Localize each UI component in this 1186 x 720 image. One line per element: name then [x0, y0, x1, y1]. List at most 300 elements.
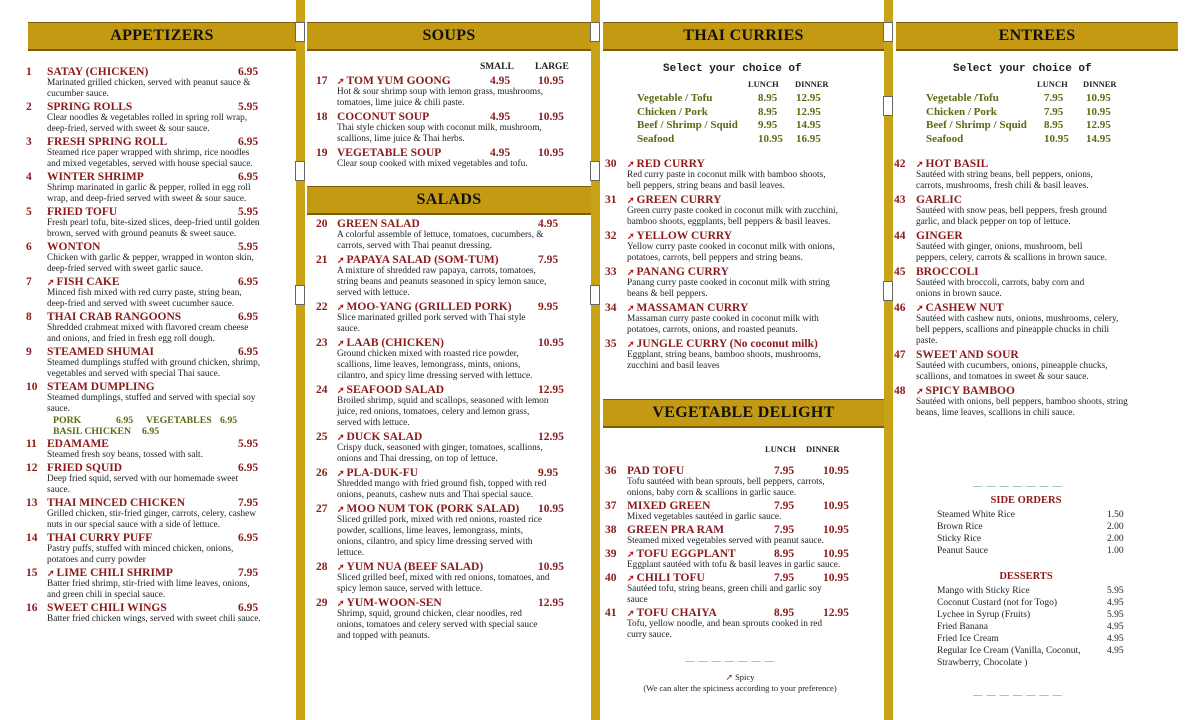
- item-price: 2.00: [1107, 522, 1124, 532]
- header-entrees: ENTREES: [896, 22, 1178, 51]
- fold-tick: [883, 96, 893, 116]
- item-price: 6.95: [238, 66, 259, 78]
- item-name-wrap: [47, 532, 152, 544]
- price-row: [937, 509, 1137, 521]
- item-name: Steamed White Rice: [937, 510, 1015, 520]
- item-description: [316, 313, 582, 335]
- item-header: [605, 607, 875, 619]
- description-line: Broiled shrimp, squid and scallops, seasoned with lemon: [337, 396, 549, 406]
- item-name: Fried Banana: [937, 622, 988, 632]
- item-number: 33: [605, 266, 617, 278]
- chili-icon: ➚: [627, 267, 635, 277]
- item-name-wrap: [337, 147, 441, 159]
- description-line: deep-fried and served with sweet cucumber sauce.: [47, 299, 235, 309]
- item-description: [605, 170, 875, 192]
- item-name: YUM NUA (BEEF SALAD): [346, 561, 484, 573]
- description-line: potatoes and curry powder: [47, 555, 146, 565]
- item-name-wrap: [627, 302, 748, 314]
- description-line: juice, red onions, tomatoes, celery and lemon grass,: [337, 407, 530, 417]
- dinner-price: 12.95: [1086, 119, 1111, 131]
- item-header: [316, 561, 582, 573]
- curries-dinner-label: DINNER: [795, 79, 829, 89]
- menu-item: [894, 349, 1168, 383]
- item-name-wrap: [627, 465, 684, 477]
- menu-item: [316, 111, 578, 145]
- desserts-title: DESSERTS: [999, 571, 1053, 582]
- description-line: string beans and peanuts seasoned in spicy lemon sauce,: [337, 277, 547, 287]
- description-line: bell peppers, string beans and basil leaves.: [627, 181, 786, 191]
- item-header: [894, 230, 1168, 242]
- item-name: MOO-YANG (GRILLED PORK): [346, 301, 512, 313]
- item-number: 37: [605, 500, 617, 512]
- chili-icon: ➚: [337, 432, 345, 442]
- description-line: Steamed mixed vegetables served with peanut sauce.: [627, 536, 824, 546]
- item-price: 12.95: [538, 431, 564, 443]
- lunch-price: 7.95: [1044, 92, 1064, 104]
- description-line: Panang curry paste cooked in coconut milk with string: [627, 278, 830, 288]
- description-line: Steamed dumplings, stuffed and served with special soy: [47, 393, 256, 403]
- item-description: [316, 609, 582, 642]
- menu-item: [26, 276, 282, 310]
- description-line: wrap, and deep-fried served with sweet & sour sauce.: [47, 194, 247, 204]
- menu-item: [26, 462, 282, 496]
- chili-icon: ➚: [725, 672, 734, 682]
- description-line: served with lettuce.: [337, 418, 410, 428]
- menu-item: [26, 171, 282, 205]
- chili-icon: ➚: [337, 76, 345, 86]
- item-name-wrap: [627, 158, 705, 170]
- menu-item: [26, 241, 282, 275]
- item-name-wrap: [337, 467, 418, 479]
- item-header: [316, 301, 582, 313]
- item-number: 44: [894, 230, 906, 242]
- item-name-wrap: [916, 230, 963, 242]
- item-number: 42: [894, 158, 906, 170]
- description-line: vegetables and served with special Thai sauce.: [47, 369, 221, 379]
- item-number: 47: [894, 349, 906, 361]
- item-name-wrap: [627, 230, 732, 242]
- description-line: onions, cilantro, and spicy lime dressing served with: [337, 537, 533, 547]
- item-name-wrap: [47, 462, 122, 474]
- chili-icon: ➚: [916, 159, 924, 169]
- description-line: Sautéed with snow peas, bell peppers, fresh ground: [916, 206, 1107, 216]
- description-line: Ground chicken mixed with roasted rice powder,: [337, 349, 519, 359]
- header-soups: SOUPS: [307, 22, 591, 51]
- item-price: 5.95: [238, 438, 259, 450]
- divider: — — — — — — —: [973, 690, 1063, 700]
- dinner-price: 10.95: [823, 548, 849, 560]
- item-header: [26, 206, 282, 218]
- item-number: 22: [316, 301, 328, 313]
- item-header: [26, 346, 282, 358]
- description-line: onions and Thai dressing, on top of lettuce.: [337, 454, 498, 464]
- fold-tick: [590, 285, 600, 305]
- item-price: 6.95: [238, 171, 259, 183]
- item-name: WONTON: [47, 241, 101, 253]
- menu-item: [894, 158, 1168, 192]
- description-line: Shrimp marinated in garlic & pepper, rolled in egg roll: [47, 183, 251, 193]
- item-description: [26, 288, 282, 310]
- chili-icon: ➚: [627, 573, 635, 583]
- item-name: CASHEW NUT: [925, 302, 1004, 314]
- menu-item: [316, 147, 578, 170]
- menu-item: [26, 101, 282, 135]
- basil-chicken-label: BASIL CHICKEN: [53, 426, 132, 437]
- price-row: [937, 521, 1137, 533]
- item-price: 1.50: [1107, 510, 1124, 520]
- item-description: [894, 242, 1168, 264]
- description-line: Red curry paste in coconut milk with bamboo shoots,: [627, 170, 826, 180]
- lunch-price: 7.95: [774, 465, 795, 477]
- item-description: [894, 278, 1168, 300]
- item-name-wrap: [916, 349, 1019, 361]
- description-line: Pastry puffs, stuffed with minced chicken, onions,: [47, 544, 234, 554]
- description-line: sauce.: [47, 485, 70, 495]
- item-name: EDAMAME: [47, 438, 109, 450]
- description-line: Minced fish mixed with red curry paste, string bean,: [47, 288, 242, 298]
- curries-select-label: Select your choice of: [663, 63, 802, 75]
- description-line: brown, served with ground peanuts & sweet sauce.: [47, 229, 237, 239]
- menu-item: [605, 465, 875, 499]
- menu-item: [316, 75, 578, 109]
- item-name: SATAY (CHICKEN): [47, 66, 149, 78]
- item-name: THAI CRAB RANGOONS: [47, 311, 182, 323]
- description-line: scallions, lime juice & Thai herbs.: [337, 134, 465, 144]
- large-price: 10.95: [538, 75, 564, 87]
- description-line: Deep fried squid, served with our homemade sweet: [47, 474, 239, 484]
- item-name: VEGETABLE SOUP: [337, 147, 442, 159]
- menu-item: [26, 311, 282, 345]
- item-header: [316, 111, 578, 123]
- spicy-note: (We can alter the spiciness according to your preference): [643, 683, 837, 693]
- item-description: [26, 544, 282, 566]
- menu-item: [26, 381, 282, 437]
- item-price: 4.95: [538, 218, 559, 230]
- item-name-wrap: [337, 75, 451, 87]
- item-number: 29: [316, 597, 328, 609]
- description-line: beans, lime leaves, scallions in chili sauce.: [916, 408, 1075, 418]
- item-name-wrap: [627, 607, 717, 619]
- chili-icon: ➚: [337, 385, 345, 395]
- item-price: 7.95: [238, 567, 259, 579]
- menu-item: [894, 194, 1168, 228]
- description-line: scallions, lime leaves, lemongrass, mints, onions,: [337, 360, 521, 370]
- lunch-price: 8.95: [1044, 119, 1064, 131]
- item-price: 10.95: [538, 337, 564, 349]
- fold-tick: [295, 22, 305, 42]
- item-description: [894, 361, 1168, 383]
- item-name: WINTER SHRIMP: [47, 171, 144, 183]
- item-header: [316, 218, 582, 230]
- item-name-wrap: [916, 158, 988, 170]
- menu-item: [26, 438, 282, 461]
- lunch-price: 7.95: [774, 524, 795, 536]
- item-price: 9.95: [538, 301, 559, 313]
- choice-name: Beef / Shrimp / Squid: [926, 119, 1027, 131]
- choice-name: Seafood: [926, 132, 964, 145]
- item-name: CHILI TOFU: [636, 572, 705, 584]
- description-line: sauce.: [47, 404, 70, 414]
- lunch-price: 7.95: [1044, 105, 1064, 118]
- description-line: potatoes, carrots, bell peppers and string beans.: [627, 253, 803, 263]
- item-price: 7.95: [238, 497, 259, 509]
- item-number: 39: [605, 548, 617, 560]
- item-name: PLA-DUK-FU: [346, 467, 419, 479]
- description-line: Sautéed with string beans, bell peppers, onions,: [916, 170, 1093, 180]
- description-line: lettuce.: [337, 548, 365, 558]
- item-description: [26, 474, 282, 496]
- item-name: GREEN PRA RAM: [627, 524, 725, 536]
- item-name: SWEET CHILI WINGS: [47, 602, 167, 614]
- menu-item: [316, 431, 582, 465]
- item-name: TOM YUM GOONG: [346, 75, 451, 87]
- price-row: [937, 645, 1137, 657]
- divider: — — — — — — —: [685, 656, 775, 666]
- item-number: 38: [605, 524, 617, 536]
- menu-item: [26, 532, 282, 566]
- item-price: 6.95: [238, 532, 259, 544]
- dinner-price: 14.95: [796, 119, 821, 131]
- item-number: 12: [26, 462, 38, 474]
- item-header: [605, 230, 875, 242]
- description-line: Green curry paste cooked in coconut milk with zucchini,: [627, 206, 838, 216]
- description-line: Sliced grilled pork, mixed with red onions, roasted rice: [337, 515, 542, 525]
- side-orders-title: SIDE ORDERS: [990, 495, 1062, 506]
- chili-icon: ➚: [627, 549, 635, 559]
- item-name: SWEET AND SOUR: [916, 349, 1019, 361]
- dumpling-options: [26, 415, 282, 437]
- price-row: [926, 119, 1146, 133]
- item-header: [26, 602, 282, 614]
- item-header: [316, 597, 582, 609]
- item-name: Brown Rice: [937, 522, 983, 532]
- dinner-price: 16.95: [796, 132, 821, 145]
- item-number: 32: [605, 230, 617, 242]
- description-line: Massaman curry paste cooked in coconut milk with: [627, 314, 819, 324]
- chili-icon: ➚: [627, 159, 635, 169]
- item-description: [316, 266, 582, 299]
- spicy-label: Spicy: [735, 672, 755, 682]
- item-header: [26, 241, 282, 253]
- menu-item: [316, 561, 582, 595]
- item-price: 6.95: [238, 462, 259, 474]
- description-line: Shredded mango with fried ground fish, topped with red: [337, 479, 547, 489]
- item-name: MOO NUM TOK (PORK SALAD): [346, 503, 520, 515]
- description-line: Shrimp, squid, ground chicken, clear noodles, red: [337, 609, 522, 619]
- item-description: [26, 183, 282, 205]
- item-description: [605, 477, 875, 499]
- item-name: MASSAMAN CURRY: [636, 302, 749, 314]
- item-description: [26, 358, 282, 380]
- large-price: 10.95: [538, 147, 564, 159]
- item-name-wrap: [47, 171, 144, 183]
- price-row: [637, 106, 857, 120]
- item-description: [26, 218, 282, 240]
- item-name: Sticky Rice: [937, 534, 982, 544]
- menu-item: [605, 607, 875, 641]
- chili-icon: ➚: [627, 231, 635, 241]
- item-price: 5.95: [238, 206, 259, 218]
- item-name: YUM-WOON-SEN: [346, 597, 442, 609]
- item-header: [316, 467, 582, 479]
- lunch-price: 8.95: [758, 92, 778, 104]
- dinner-price: 10.95: [823, 524, 849, 536]
- description-line: Slice marinated grilled pork served with Thai style: [337, 313, 526, 323]
- item-name-wrap: [627, 548, 736, 560]
- item-description: [605, 619, 875, 641]
- item-description: [26, 253, 282, 275]
- item-number: 28: [316, 561, 328, 573]
- item-price: 12.95: [538, 597, 564, 609]
- item-name: JUNGLE CURRY (No coconut milk): [636, 338, 818, 350]
- item-description: [316, 396, 582, 429]
- item-description: [26, 113, 282, 135]
- lunch-price: 7.95: [774, 500, 795, 512]
- item-number: 1: [26, 66, 32, 78]
- header-vegetable-delight: VEGETABLE DELIGHT: [603, 399, 884, 428]
- desserts-list: [937, 585, 1137, 669]
- description-line: Sautéed with onions, bell peppers, bamboo shoots, string: [916, 397, 1128, 407]
- choice-name: Vegetable / Tofu: [637, 92, 713, 104]
- item-header: [316, 384, 582, 396]
- item-name: Strawberry, Chocolate ): [937, 658, 1028, 668]
- item-header: [605, 548, 875, 560]
- item-number: 46: [894, 302, 906, 314]
- item-number: 24: [316, 384, 328, 396]
- item-name-wrap: [337, 337, 444, 349]
- description-line: sauce.: [337, 324, 360, 334]
- dinner-price: 14.95: [1086, 132, 1111, 145]
- description-line: Tofu, yellow noodle, and bean sprouts cooked in red: [627, 619, 823, 629]
- item-header: [26, 171, 282, 183]
- item-price: 5.95: [238, 101, 259, 113]
- fold-tick: [295, 161, 305, 181]
- item-number: 5: [26, 206, 32, 218]
- item-description: [605, 206, 875, 228]
- item-name: LIME CHILI SHRIMP: [56, 567, 173, 579]
- small-price: 4.95: [490, 75, 511, 87]
- item-name: TOFU CHAIYA: [636, 607, 717, 619]
- chili-icon: ➚: [627, 303, 635, 313]
- item-name-wrap: [916, 302, 1004, 314]
- description-line: Sautéed with cashew nuts, onions, mushrooms, celery,: [916, 314, 1119, 324]
- menu-item: [26, 346, 282, 380]
- item-description: [605, 278, 875, 300]
- description-line: paste.: [916, 336, 938, 346]
- choice-name: Chicken / Pork: [926, 105, 997, 118]
- menu-item: [605, 158, 875, 192]
- entree-price-table: [926, 92, 1146, 146]
- item-header: [316, 147, 578, 159]
- chili-icon: ➚: [627, 608, 635, 618]
- item-header: [894, 385, 1168, 397]
- description-line: Batter fried chicken wings, served with sweet chili sauce.: [47, 614, 261, 624]
- item-number: 45: [894, 266, 906, 278]
- menu-item: [605, 524, 875, 547]
- item-name: STEAMED SHUMAI: [47, 346, 155, 358]
- item-name: COCONUT SOUP: [337, 111, 430, 123]
- item-number: 3: [26, 136, 32, 148]
- item-price: 10.95: [538, 561, 564, 573]
- chili-icon: ➚: [47, 277, 55, 287]
- item-name: LAAB (CHICKEN): [346, 337, 444, 349]
- item-name-wrap: [47, 136, 167, 148]
- price-row: [937, 585, 1137, 597]
- small-price: 4.95: [490, 111, 511, 123]
- description-line: onions, peanuts, cashew nuts and Thai special sauce.: [337, 490, 534, 500]
- description-line: nuts in our special sauce with a side of lettuce.: [47, 520, 220, 530]
- description-line: cucumber sauce.: [47, 89, 109, 99]
- chili-icon: ➚: [337, 562, 345, 572]
- item-name-wrap: [47, 276, 120, 288]
- item-name: MIXED GREEN: [627, 500, 711, 512]
- description-line: A colorful assemble of lettuce, tomatoes, cucumbers, &: [337, 230, 544, 240]
- item-name: RED CURRY: [636, 158, 705, 170]
- fold-tick: [590, 22, 600, 42]
- description-line: and mixed vegetables, served with house special sauce.: [47, 159, 253, 169]
- description-line: potatoes, carrots, onions, and roasted peanuts.: [627, 325, 798, 335]
- lunch-price: 10.95: [1044, 132, 1069, 145]
- item-description: [894, 314, 1168, 347]
- description-line: carrots, mushrooms, fresh chili & basil leaves.: [916, 181, 1089, 191]
- chili-icon: ➚: [47, 568, 55, 578]
- item-description: [316, 573, 582, 595]
- item-number: 34: [605, 302, 617, 314]
- item-name-wrap: [47, 206, 117, 218]
- description-line: Eggplant, string beans, bamboo shoots, mushrooms,: [627, 350, 821, 360]
- item-header: [26, 532, 282, 544]
- description-line: A mixture of shredded raw papaya, carrots, tomatoes,: [337, 266, 536, 276]
- header-salads: SALADS: [307, 186, 591, 215]
- veg-dinner-label: DINNER: [806, 444, 840, 454]
- item-price: 5.95: [238, 241, 259, 253]
- price-row: [937, 609, 1137, 621]
- item-price: 5.95: [1107, 586, 1124, 596]
- item-price: 4.95: [1107, 646, 1124, 656]
- description-line: Yellow curry paste cooked in coconut milk with onions,: [627, 242, 835, 252]
- item-price: 6.95: [238, 276, 259, 288]
- item-number: 25: [316, 431, 328, 443]
- item-price: 1.00: [1107, 546, 1124, 556]
- item-header: [605, 465, 875, 477]
- description-line: cilantro, and spicy lime dressing served with lettuce.: [337, 371, 533, 381]
- item-name-wrap: [627, 194, 721, 206]
- item-name: SPRING ROLLS: [47, 101, 133, 113]
- chili-icon: ➚: [337, 504, 345, 514]
- item-description: [316, 349, 582, 382]
- price-row: [937, 633, 1137, 645]
- menu-item: [894, 385, 1168, 419]
- description-line: and onions, and fried in fresh egg roll dough.: [47, 334, 215, 344]
- item-number: 8: [26, 311, 32, 323]
- item-number: 27: [316, 503, 328, 515]
- divider: — — — — — — —: [973, 481, 1063, 491]
- description-line: Clear noodles & vegetables rolled in spring roll wrap,: [47, 113, 248, 123]
- menu-item: [894, 266, 1168, 300]
- item-header: [894, 349, 1168, 361]
- description-line: Tofu sautéed with bean sprouts, bell peppers, carrots,: [627, 477, 825, 487]
- curries-lunch-label: LUNCH: [748, 79, 779, 89]
- description-line: deep-fried, served with sweet & sour sauce.: [47, 124, 210, 134]
- item-name: GREEN SALAD: [337, 218, 420, 230]
- description-line: Steamed dumplings stuffed with ground chicken, shrimp,: [47, 358, 261, 368]
- description-line: peppers, celery, carrots & scallions in brown sauce.: [916, 253, 1107, 263]
- item-description: [605, 314, 875, 336]
- item-header: [26, 66, 282, 78]
- description-line: spicy lemon sauce, served with lettuce.: [337, 584, 483, 594]
- item-description: [316, 443, 582, 465]
- price-row: [926, 92, 1146, 106]
